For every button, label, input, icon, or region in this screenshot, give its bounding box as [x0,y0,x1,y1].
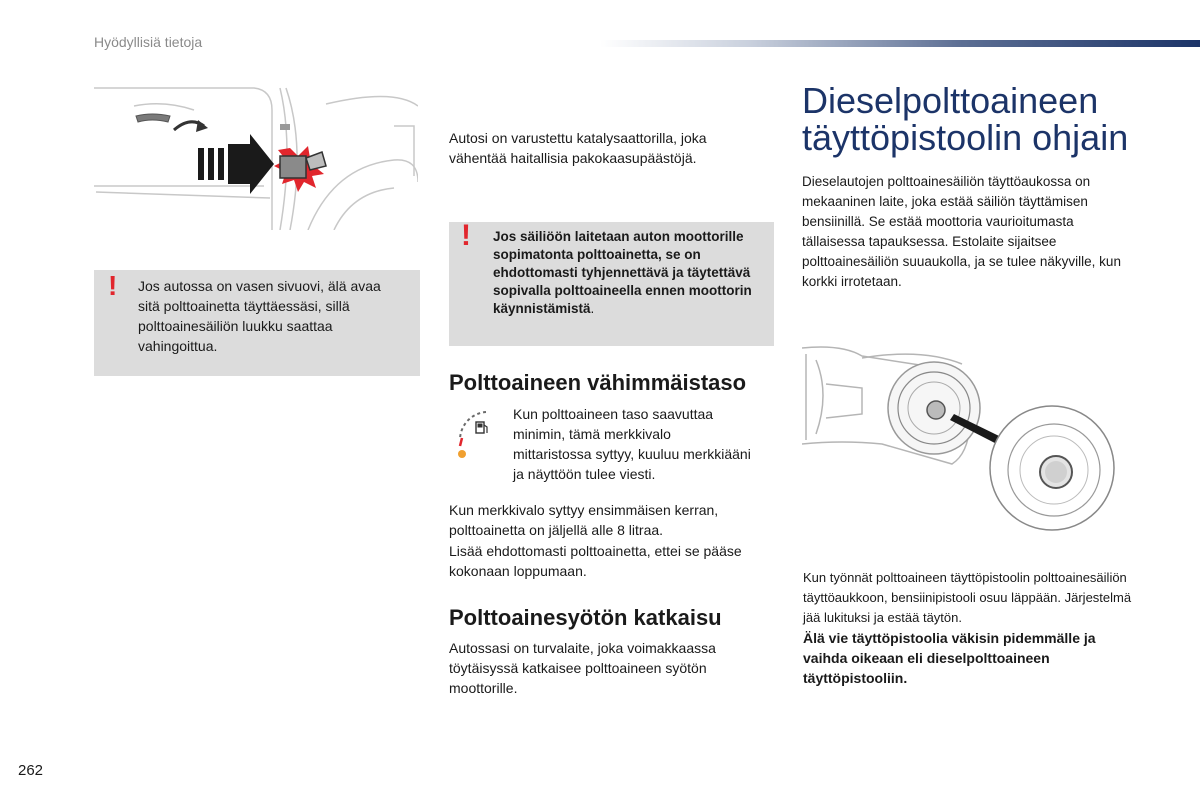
filler-caption [803,568,1133,688]
page-title-line2: täyttöpistoolin ohjain [802,117,1129,158]
min-level-icon-text: Kun polttoaineen taso saavuttaa minimin, tämä merkkivalo mittaristossa syttyy, kuuluu merkkiääni ja näyttöön tulee viesti. [513,406,751,482]
min-level-heading: Polttoaineen vähimmäistaso [449,370,747,395]
section-title: Hyödyllisiä tietoja [94,34,203,50]
exclamation-icon: ! [108,270,118,301]
page-number: 262 [18,762,44,779]
diesel-filler-neck-illustration [802,344,1122,534]
catalyst-text: Autosi on varustettu katalysaattorilla, joka vähentää haitallisia pakokaasupäästöjä. [449,130,707,166]
wrong-fuel-warning-bold: Jos säiliöön laitetaan auton moottorille sopimatonta polttoainetta, se on ehdottomasti tyhjennettävä ja täytettävä sopivalla polttoaineella ennen moottorin käynnistämistä [493,229,752,316]
wrong-fuel-warning-box [449,219,774,346]
min-level-para2: Lisää ehdottomasti polttoainetta, ettei se pääse kokonaan loppumaan. [449,543,742,579]
diesel-intro-text: Dieselautojen polttoainesäiliön täyttöaukossa on mekaaninen laite, joka estää säiliön täyttämisen bensiinillä. Se estää moottoria vaurioitumasta tällaisessa tapauksessa. Estolaite sijaitsee polttoainesäiliön suuaukolla, ja se tulee näkyville, kun korkki irrotetaan. [802,174,1121,289]
exclamation-icon: ! [461,219,471,252]
wrong-fuel-warning-end: . [590,301,595,316]
header-accent-bar [600,40,1200,47]
page-title-line1: Dieselpolttoaineen [802,80,1099,121]
min-level-para1: Kun merkkivalo syttyy ensimmäisen kerran, polttoainetta on jäljellä alle 8 litraa. [449,502,719,538]
page-title [802,82,1182,156]
filler-caption-bold: Älä vie täyttöpistoolia väkisin pidemmälle ja vaihda oikeaan eli dieselpolttoaineen täyttöpistooliin. [803,630,1096,686]
cutoff-text: Autossasi on turvalaite, joka voimakkaassa töytäisyssä katkaisee polttoaineen syötön moottorille. [449,640,716,696]
cutoff-heading: Polttoainesyötön katkaisu [449,605,722,630]
left-door-warning-box [94,270,420,376]
fuel-flap-door-illustration [94,86,418,230]
wrong-fuel-warning-text [493,228,761,318]
left-door-warning-text: Jos autossa on vasen sivuovi, älä avaa sitä polttoainetta täyttäessäsi, sillä polttoainesäiliön luukku saattaa vahingoittua. [138,278,381,354]
filler-caption-text: Kun työnnät polttoaineen täyttöpistoolin polttoainesäiliön täyttöaukkoon, bensiinipistooli osuu läppään. Järjestelmä jää lukituksi ja estää täytön. [803,570,1132,625]
fuel-gauge-icon [452,408,496,460]
